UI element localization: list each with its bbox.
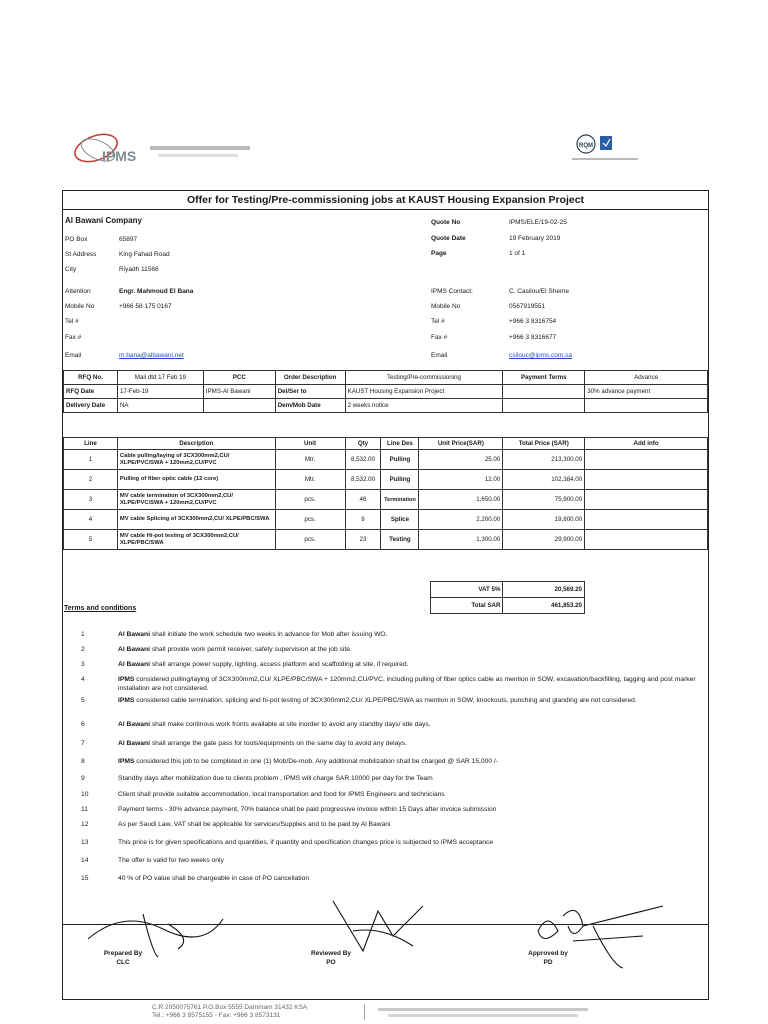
term-item bbox=[81, 740, 701, 758]
qty-cell: 46 bbox=[345, 490, 381, 510]
rfq-row bbox=[64, 399, 708, 413]
rfq-cell: Del/Ser to bbox=[275, 385, 345, 399]
term-party: Al Bawani bbox=[118, 661, 150, 668]
term-text: Payment terms - 30% advance payment, 70% balance shall be paid progressive invoice within 15 Days after invoice submission bbox=[118, 806, 497, 813]
total-price-cell: 29,900.00 bbox=[503, 530, 585, 550]
term-number: 5 bbox=[81, 697, 85, 704]
unit-cell: Mtr. bbox=[275, 450, 345, 470]
unit-cell: pcs. bbox=[275, 490, 345, 510]
term-text: considered cable termination, splicing and hi-pot testing of 3CX300mm2,CU/ XLPE/PBC/SWA as mention in SOW, knockouts, punching and glanding are not considered. bbox=[134, 697, 637, 704]
footer-contact: Tel.: +966 3 8575155 - Fax: +966 3 8573131 bbox=[152, 1012, 281, 1019]
term-party: Al Bawani bbox=[118, 740, 150, 747]
column-header: Line bbox=[64, 438, 118, 450]
column-header: Line Des bbox=[381, 438, 419, 450]
fax-label: Fax # bbox=[65, 334, 82, 341]
rfq-cell: Dem/Mob Date bbox=[275, 399, 345, 413]
add-info-cell bbox=[585, 470, 708, 490]
term-item bbox=[81, 821, 701, 839]
rfq-cell: IPMS-Al Bawani bbox=[203, 385, 275, 399]
line-cell: 3 bbox=[64, 490, 118, 510]
unit-cell: pcs. bbox=[275, 530, 345, 550]
unit-price-cell: 25.00 bbox=[419, 450, 503, 470]
customer-company: Al Bawani Company bbox=[65, 216, 142, 225]
approved-by-label: Approved by bbox=[528, 950, 568, 957]
description-cell: MV cable termination of 3CX300mm2,CU/ XLPE/PVC/SWA + 120mm2,CU/PVC bbox=[117, 490, 275, 510]
reviewed-by-block bbox=[303, 949, 359, 967]
total-price-cell: 213,300.00 bbox=[503, 450, 585, 470]
unit-price-cell: 1,650.00 bbox=[419, 490, 503, 510]
tel-label: Tel # bbox=[65, 318, 79, 325]
term-text: shall initiate the work schedule two weeks in advance for Mob after issuing WO. bbox=[149, 631, 388, 638]
term-number: 2 bbox=[81, 646, 85, 653]
street-value: King Fahad Road bbox=[119, 251, 170, 258]
po-box-value: 65897 bbox=[119, 236, 138, 243]
description-cell: Cable pulling/laying of 3CX300mm2,CU/ XLPE/PVC/SWA + 120mm2,CU/PVC bbox=[117, 450, 275, 470]
term-number: 13 bbox=[81, 839, 89, 846]
column-header: Total Price (SAR) bbox=[503, 438, 585, 450]
term-text: This price is for given specifications and quantities, if quantity and specification changes price is subjected to IPMS acceptance bbox=[118, 839, 494, 846]
ipms-mobile-label: Mobile No bbox=[431, 303, 461, 310]
term-number: 8 bbox=[81, 758, 85, 765]
table-row bbox=[64, 470, 708, 490]
rqm-certification-logo bbox=[570, 130, 642, 166]
total-row bbox=[431, 598, 585, 614]
term-party: Al Bawani bbox=[118, 721, 150, 728]
rfq-cell: 2 weeks notice bbox=[345, 399, 503, 413]
terms-heading: Terms and conditions bbox=[64, 605, 137, 612]
rfq-cell: 17-Feb-19 bbox=[117, 385, 203, 399]
items-header-row bbox=[64, 438, 708, 450]
term-text: shall arrange the gate pass for tools/equipments on the same day to avoid any delays. bbox=[149, 740, 407, 747]
description-cell: Pulling of fiber optic cable (12 core) bbox=[117, 470, 275, 490]
table-row bbox=[64, 490, 708, 510]
line-des-cell: Pulling bbox=[381, 450, 419, 470]
term-item bbox=[81, 775, 701, 791]
term-number: 14 bbox=[81, 857, 89, 864]
ipms-tel-value: +966 3 8316754 bbox=[509, 318, 557, 325]
add-info-cell bbox=[585, 450, 708, 470]
approved-by-role: PD bbox=[543, 959, 553, 966]
quote-date-value: 19 February 2019 bbox=[509, 235, 561, 242]
qty-cell: 8,532.00 bbox=[345, 450, 381, 470]
reviewed-by-label: Reviewed By bbox=[310, 950, 352, 957]
term-text: shall arrange power supply, lighting, access platform and scaffolding at site, if required. bbox=[149, 661, 409, 668]
rfq-row bbox=[64, 371, 708, 385]
ipms-mobile-value: 0567919551 bbox=[509, 303, 546, 310]
term-item bbox=[81, 857, 701, 875]
term-item bbox=[81, 806, 701, 821]
term-number: 1 bbox=[81, 631, 85, 638]
table-row bbox=[64, 510, 708, 530]
rfq-cell: KAUST Housing Expansion Project bbox=[345, 385, 503, 399]
po-box-label: PO Box bbox=[65, 236, 88, 243]
term-party: IPMS bbox=[118, 758, 135, 765]
unit-price-cell: 2,200.00 bbox=[419, 510, 503, 530]
terms-list bbox=[81, 631, 701, 893]
city-label: City bbox=[65, 266, 77, 273]
unit-price-cell: 1,300.00 bbox=[419, 530, 503, 550]
vat-value: 20,569.20 bbox=[503, 582, 585, 598]
ipms-tel-label: Tel # bbox=[431, 318, 445, 325]
mobile-value: +966 58 175 0167 bbox=[119, 303, 172, 310]
column-header: Unit Price(SAR) bbox=[419, 438, 503, 450]
line-cell: 1 bbox=[64, 450, 118, 470]
ipms-fax-label: Fax # bbox=[431, 334, 448, 341]
term-party: Al Bawani bbox=[118, 631, 150, 638]
add-info-cell bbox=[585, 530, 708, 550]
term-text: 40 % of PO value shall be chargeable in case of PO cancellation bbox=[118, 875, 310, 882]
prepared-by-block bbox=[103, 949, 143, 967]
term-item bbox=[81, 791, 701, 806]
term-text: As per Saudi Law, VAT shall be applicable for services/Supplies and to be paid by Al Bawani bbox=[118, 821, 391, 828]
term-number: 15 bbox=[81, 875, 89, 882]
term-number: 11 bbox=[81, 806, 88, 813]
total-price-cell: 75,900.00 bbox=[503, 490, 585, 510]
vat-row bbox=[431, 582, 585, 598]
line-des-cell: Termination bbox=[381, 490, 419, 510]
rfq-table bbox=[63, 370, 708, 413]
term-text: shall provide work permit receiver, safety supervision at the job site. bbox=[149, 646, 352, 653]
ipms-email-label: Email bbox=[431, 352, 448, 359]
document-title: Offer for Testing/Pre-commissioning jobs at KAUST Housing Expansion Project bbox=[63, 191, 708, 210]
quote-no-label: Quote No bbox=[431, 219, 461, 226]
attention-label: Attention bbox=[65, 288, 91, 295]
term-text: Standby days after mobilization due to clients problem , IPMS will charge SAR 10000 per day for the Team bbox=[118, 775, 433, 782]
rfq-cell: Testing/Pre-commissioning bbox=[345, 371, 503, 385]
ipms-contact-label: IPMS Contact: bbox=[431, 288, 473, 295]
page-label: Page bbox=[431, 250, 447, 257]
prepared-by-role: CLC bbox=[116, 959, 130, 966]
term-text: considered pulling/laying of 3CX300mm2,CU/ XLPE/PBC/SWA + 120mm2,CU/PVC, including pulling of fiber optics cable as mention in SOW, excavation/backfilling, tagging and post marker installation are not considered. bbox=[118, 676, 696, 692]
term-number: 9 bbox=[81, 775, 85, 782]
table-row bbox=[64, 530, 708, 550]
term-party: IPMS bbox=[118, 697, 135, 704]
total-price-cell: 19,800.00 bbox=[503, 510, 585, 530]
offer-document bbox=[62, 190, 709, 1000]
term-number: 4 bbox=[81, 676, 85, 683]
term-number: 10 bbox=[81, 791, 89, 798]
term-item bbox=[81, 676, 701, 697]
unit-cell: pcs. bbox=[275, 510, 345, 530]
rfq-cell: RFQ Date bbox=[64, 385, 118, 399]
term-text: Client shall provide suitable accommodation, local transportation and food for IPMS Engineers and technicians bbox=[118, 791, 445, 798]
attention-value: Engr. Mahmoud El Bana bbox=[119, 288, 194, 295]
prepared-by-label: Prepared By bbox=[103, 950, 143, 957]
svg-text:IPMS: IPMS bbox=[102, 148, 137, 164]
rfq-cell bbox=[203, 399, 275, 413]
rfq-cell: RFQ No. bbox=[64, 371, 118, 385]
column-header: Add info bbox=[585, 438, 708, 450]
term-item bbox=[81, 697, 701, 721]
add-info-cell bbox=[585, 490, 708, 510]
vat-label: VAT 5% bbox=[431, 582, 503, 598]
add-info-cell bbox=[585, 510, 708, 530]
rfq-cell: NA bbox=[117, 399, 203, 413]
table-row bbox=[64, 450, 708, 470]
line-des-cell: Splice bbox=[381, 510, 419, 530]
total-price-cell: 102,384.00 bbox=[503, 470, 585, 490]
qty-cell: 9 bbox=[345, 510, 381, 530]
mobile-label: Mobile No bbox=[65, 303, 95, 310]
term-item bbox=[81, 661, 701, 676]
footer-divider bbox=[364, 1004, 365, 1020]
ipms-fax-value: +966 3 8316677 bbox=[509, 334, 557, 341]
svg-text:RQM: RQM bbox=[579, 143, 593, 149]
quote-no-value: IPMS/ELE/19-02-25 bbox=[509, 219, 567, 226]
quote-date-label: Quote Date bbox=[431, 235, 466, 242]
rfq-cell: Order Description bbox=[275, 371, 345, 385]
totals-table bbox=[430, 581, 585, 614]
items-table bbox=[63, 437, 708, 550]
term-item bbox=[81, 721, 701, 740]
city-value: Riyadh 11566 bbox=[119, 266, 159, 273]
ipms-contact-value: C. Casilou/El Sheme bbox=[509, 288, 569, 295]
street-label: St Address bbox=[65, 251, 97, 258]
term-item bbox=[81, 839, 701, 857]
term-item bbox=[81, 631, 701, 646]
line-des-cell: Pulling bbox=[381, 470, 419, 490]
rfq-cell bbox=[585, 399, 708, 413]
qty-cell: 8,532.00 bbox=[345, 470, 381, 490]
term-text: The offer is valid for two weeks only bbox=[118, 857, 224, 864]
term-number: 12 bbox=[81, 821, 89, 828]
term-number: 6 bbox=[81, 721, 85, 728]
term-number: 3 bbox=[81, 661, 85, 668]
footer-left bbox=[152, 1004, 307, 1020]
rfq-cell bbox=[503, 385, 585, 399]
line-cell: 5 bbox=[64, 530, 118, 550]
term-party: IPMS bbox=[118, 676, 135, 683]
line-cell: 4 bbox=[64, 510, 118, 530]
line-cell: 2 bbox=[64, 470, 118, 490]
rfq-cell: Mail dtd 17 Feb 19 bbox=[117, 371, 203, 385]
qty-cell: 23 bbox=[345, 530, 381, 550]
ipms-email-link[interactable]: csilouc@ipms.com.sa bbox=[509, 352, 572, 359]
total-value: 461,853.20 bbox=[503, 598, 585, 614]
description-cell: MV cable Splicing of 3CX300mm2,CU/ XLPE/PBC/SWA bbox=[117, 510, 275, 530]
line-des-cell: Testing bbox=[381, 530, 419, 550]
signature-divider bbox=[63, 924, 708, 925]
rfq-cell: Delivery Date bbox=[64, 399, 118, 413]
term-item bbox=[81, 758, 701, 775]
total-label: Total SAR bbox=[431, 598, 503, 614]
reviewed-by-role: PO bbox=[326, 959, 336, 966]
term-text: shall make continous work fronts available at site inorder to avoid any standby days/ idle days. bbox=[149, 721, 431, 728]
term-party: Al Bawani bbox=[118, 646, 150, 653]
rfq-cell: Advance bbox=[585, 371, 708, 385]
email-label: Email bbox=[65, 352, 82, 359]
term-number: 7 bbox=[81, 740, 85, 747]
unit-cell: Mtr. bbox=[275, 470, 345, 490]
unit-price-cell: 12.00 bbox=[419, 470, 503, 490]
footer-address: C.R 2050075761 P.O.Box 5555 Dammam 31432 KSA bbox=[152, 1004, 308, 1011]
column-header: Description bbox=[117, 438, 275, 450]
term-item bbox=[81, 646, 701, 661]
rfq-cell bbox=[503, 399, 585, 413]
page-value: 1 of 1 bbox=[509, 250, 526, 257]
column-header: Qty bbox=[345, 438, 381, 450]
customer-email-link[interactable]: m.bana@albawani.net bbox=[119, 352, 184, 359]
rfq-cell: PCC bbox=[203, 371, 275, 385]
rfq-cell: Payment Terms bbox=[503, 371, 585, 385]
description-cell: MV cable Hi-pot testing of 3CX300mm2,CU/ XLPE/PBC/SWA bbox=[117, 530, 275, 550]
term-text: considered this job to be completed in one (1) Mob/De-mob. Any additional mobilization shall be charged @ SAR 15,000 /- bbox=[134, 758, 499, 765]
column-header: Unit bbox=[275, 438, 345, 450]
approved-by-block bbox=[523, 949, 573, 967]
ipms-logo bbox=[72, 128, 262, 172]
rfq-row bbox=[64, 385, 708, 399]
footer-arabic-text bbox=[378, 1006, 598, 1020]
rfq-cell: 30% advance payment bbox=[585, 385, 708, 399]
